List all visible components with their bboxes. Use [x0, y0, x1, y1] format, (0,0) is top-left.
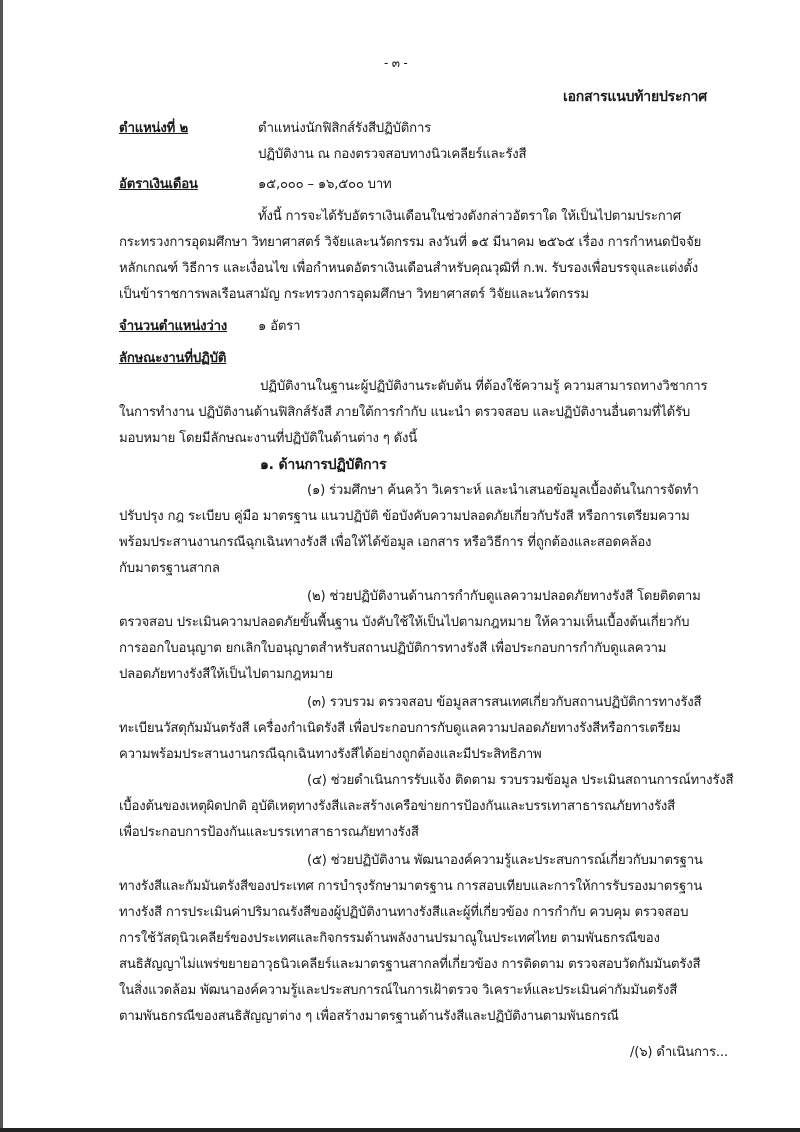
scan-left-edge: [0, 0, 3, 1132]
item-2-line: การออกใบอนุญาต ยกเลิกใบอนุญาตสำหรับสถานปฏิบัติการทางรังสี เพื่อประกอบการกำกับดูแลความ: [119, 641, 667, 656]
salary-note-line: เป็นข้าราชการพลเรือนสามัญ กระทรวงการอุดมศึกษา วิทยาศาสตร์ วิจัยและนวัตกรรม: [119, 287, 589, 302]
salary-label: อัตราเงินเดือน: [119, 177, 198, 192]
position-label: ตำแหน่งที่ ๒: [119, 121, 188, 136]
item-2-line: (๒) ช่วยปฏิบัติงานด้านการกำกับดูแลความปลอดภัยทางรังสี โดยติดตาม: [307, 589, 701, 604]
page-number: - ๓ -: [384, 56, 408, 70]
salary-note-line: ทั้งนี้ การจะได้รับอัตราเงินเดือนในช่วงดังกล่าวอัตราใด ให้เป็นไปตามประกาศ: [258, 209, 681, 224]
job-nature-label: ลักษณะงานที่ปฏิบัติ: [119, 351, 227, 366]
vacancies-label: จำนวนตำแหน่งว่าง: [119, 319, 228, 334]
job-nature-intro-line: มอบหมาย โดยมีลักษณะงานที่ปฏิบัติในด้านต่าง ๆ ดังนี้: [119, 431, 418, 446]
salary-note-line: หลักเกณฑ์ วิธีการ และเงื่อนไข เพื่อกำหนดอัตราเงินเดือนสำหรับคุณวุฒิที่ ก.พ. รับรองเพื่อบรรจุและแต่งตั้ง: [119, 261, 699, 276]
item-2-line: ตรวจสอบ ประเมินความปลอดภัยขั้นพื้นฐาน บังคับใช้ให้เป็นไปตามกฎหมาย ให้ความเห็นเบื้องต้นเกี่ยวกับ: [119, 615, 690, 630]
section-heading: ๑. ด้านการปฏิบัติการ: [260, 457, 387, 473]
scan-bottom-edge: [0, 1128, 800, 1132]
item-5-line: การใช้วัสดุนิวเคลียร์ของประเทศและกิจกรรมด้านพลังงานปรมาณูในประเทศไทย ตามพันธกรณีของ: [119, 931, 660, 946]
salary-note-line: กระทรวงการอุดมศึกษา วิทยาศาสตร์ วิจัยและนวัตกรรม ลงวันที่ ๑๕ มีนาคม ๒๕๖๕ เรื่อง การกำหนดปัจจัย: [119, 235, 702, 250]
salary-value: ๑๕,๐๐๐ – ๑๖,๕๐๐ บาท: [258, 177, 392, 192]
item-4-line: (๔) ช่วยดำเนินการรับแจ้ง ติดตาม รวบรวมข้อมูล ประเมินสถานการณ์ทางรังสี: [307, 773, 734, 788]
item-5-line: ตามพันธกรณีของสนธิสัญญาต่าง ๆ เพื่อสร้างมาตรฐานด้านรังสีและปฏิบัติงานตามพันธกรณี: [119, 1009, 619, 1024]
item-1-line: ปรับปรุง กฎ ระเบียบ คู่มือ มาตรฐาน แนวปฏิบัติ ข้อบังคับความปลอดภัยเกี่ยวกับรังสี หรือการเตรียมความ: [119, 509, 690, 524]
item-5-line: ทางรังสีและกัมมันตรังสีของประเทศ การบำรุงรักษามาตรฐาน การสอบเทียบและการให้การรับรองมาตรฐาน: [119, 879, 703, 894]
item-2-line: ปลอดภัยทางรังสีให้เป็นไปตามกฎหมาย: [119, 667, 333, 682]
item-1-line: พร้อมประสานงานกรณีฉุกเฉินทางรังสี เพื่อให้ได้ข้อมูล เอกสาร หรือวิธีการ ที่ถูกต้องและสอดคล้อง: [119, 535, 652, 550]
item-5-line: ในสิ่งแวดล้อม พัฒนาองค์ความรู้และประสบการณ์ในการเฝ้าตรวจ วิเคราะห์และประเมินค่ากัมมันตรังสี: [119, 983, 678, 998]
attachment-header: เอกสารแนบท้ายประกาศ: [563, 89, 707, 105]
item-4-line: เพื่อประกอบการป้องกันและบรรเทาสาธารณภัยทางรังสี: [119, 825, 419, 840]
item-3-line: ทะเบียนวัสดุกัมมันตรังสี เครื่องกำเนิดรังสี เพื่อประกอบการกับดูแลความปลอดภัยทางรังสีหรือการเตรียม: [119, 721, 681, 736]
job-nature-intro-line: ในการทำงาน ปฏิบัติงานด้านฟิสิกส์รังสี ภายใต้การกำกับ แนะนำ ตรวจสอบ และปฏิบัติงานอื่นตามที่ได้รับ: [119, 405, 691, 420]
item-1-line: กับมาตรฐานสากล: [119, 561, 220, 576]
item-5-line: (๕) ช่วยปฏิบัติงาน พัฒนาองค์ความรู้และประสบการณ์เกี่ยวกับมาตรฐาน: [307, 853, 703, 868]
position-unit: ปฏิบัติงาน ณ กองตรวจสอบทางนิวเคลียร์และรังสี: [258, 147, 527, 162]
item-5-line: ทางรังสี การประเมินค่าปริมาณรังสีของผู้ปฏิบัติงานทางรังสีและผู้ที่เกี่ยวข้อง การกำกับ ควบคุม ตรวจสอบ: [119, 905, 689, 920]
position-title: ตำแหน่งนักฟิสิกส์รังสีปฏิบัติการ: [258, 121, 432, 136]
vacancies-value: ๑ อัตรา: [258, 319, 301, 334]
item-1-line: (๑) ร่วมศึกษา ค้นคว้า วิเคราะห์ และนำเสนอข้อมูลเบื้องต้นในการจัดทำ: [307, 483, 699, 498]
item-3-line: (๓) รวบรวม ตรวจสอบ ข้อมูลสารสนเทศเกี่ยวกับสถานปฏิบัติการทางรังสี: [307, 695, 702, 710]
item-5-line: สนธิสัญญาไม่แพร่ขยายอาวุธนิวเคลียร์และมาตรฐานสากลที่เกี่ยวข้อง การติดตาม ตรวจสอบวัดกัมมันตรังสี: [119, 957, 701, 972]
item-3-line: ความพร้อมประสานงานกรณีฉุกเฉินทางรังสีได้อย่างถูกต้องและมีประสิทธิภาพ: [119, 747, 542, 762]
item-4-line: เบื้องต้นของเหตุผิดปกติ อุบัติเหตุทางรังสีและสร้างเครือข่ายการป้องกันและบรรเทาสาธารณภัยทางรังสี: [119, 799, 675, 814]
job-nature-intro-line: ปฏิบัติงานในฐานะผู้ปฏิบัติงานระดับต้น ที่ต้องใช้ความรู้ ความสามารถทางวิชาการ: [260, 379, 708, 394]
continuation-note: /(๖) ดำเนินการ...: [630, 1045, 728, 1060]
